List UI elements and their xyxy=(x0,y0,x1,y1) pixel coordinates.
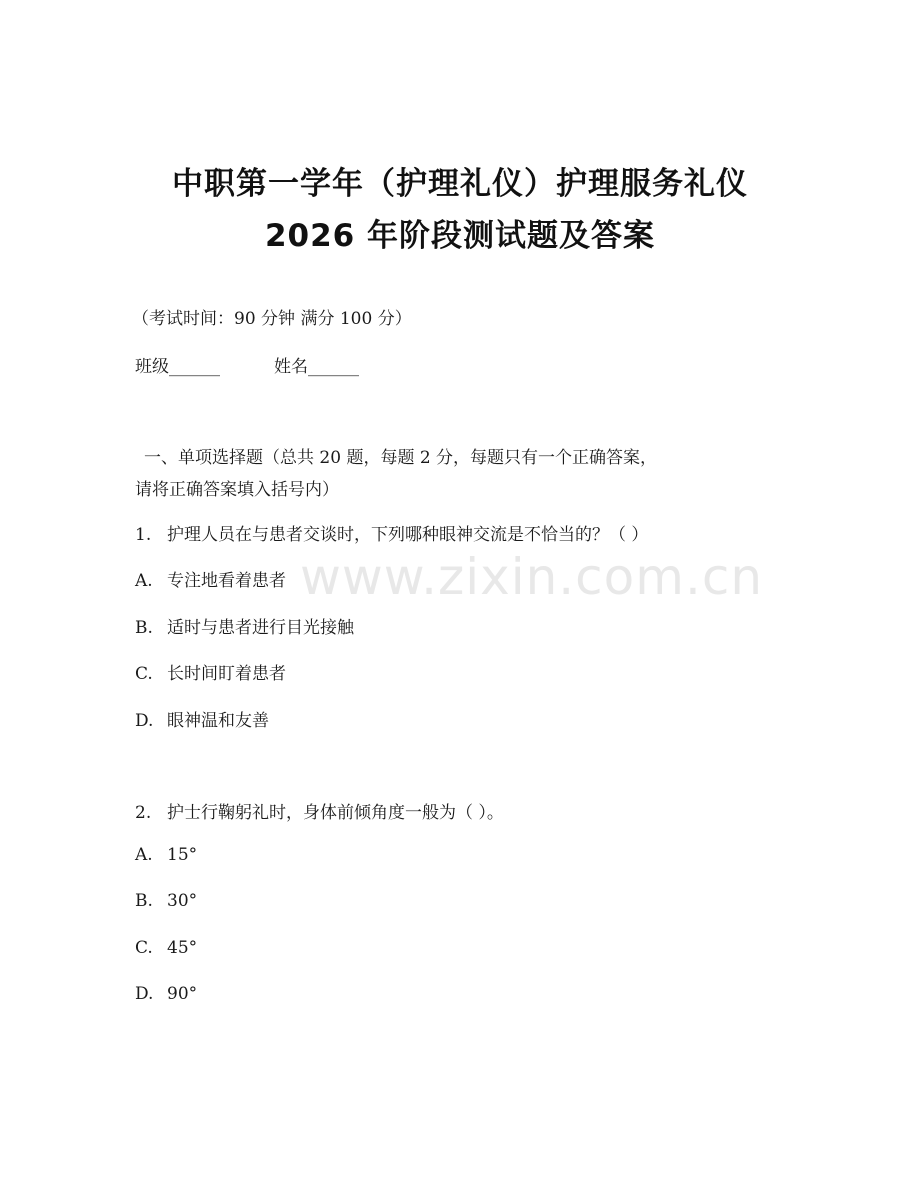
option-text: 专注地看着患者 xyxy=(167,571,286,591)
question-1-option-b xyxy=(135,613,354,638)
student-info xyxy=(135,352,359,377)
option-key: A. xyxy=(135,845,153,865)
question-text: 护理人员在与患者交谈时，下列哪种眼神交流是不恰当的？（ ） xyxy=(167,525,649,545)
section-heading-line-1: 一、单项选择题（总共 20 题，每题 2 分，每题只有一个正确答案， xyxy=(144,448,658,468)
option-text: 长时间盯着患者 xyxy=(167,664,286,684)
question-1-option-c xyxy=(135,659,286,684)
question-2-option-a xyxy=(135,845,197,865)
question-text: 护士行鞠躬礼时，身体前倾角度一般为（ ）。 xyxy=(167,803,504,823)
option-key: B. xyxy=(135,891,153,911)
option-text: 30° xyxy=(167,891,198,911)
question-number: 2. xyxy=(135,803,152,823)
name-field-label: 姓名______ xyxy=(274,357,359,377)
question-1-option-d xyxy=(135,706,269,731)
option-text: 45° xyxy=(167,938,198,958)
document-title-line-2: 2026 年阶段测试题及答案 xyxy=(264,218,656,254)
document-title-line-1: 中职第一学年（护理礼仪）护理服务礼仪 xyxy=(172,166,748,202)
question-2-option-d xyxy=(135,984,197,1004)
exam-info: （考试时间：90 分钟 满分 100 分） xyxy=(132,309,412,329)
option-text: 90° xyxy=(167,984,198,1004)
question-2 xyxy=(135,798,504,823)
option-key: C. xyxy=(135,938,153,958)
question-1 xyxy=(135,520,648,545)
class-field-label: 班级______ xyxy=(135,357,220,377)
option-key: D. xyxy=(135,711,154,731)
option-key: D. xyxy=(135,984,154,1004)
option-text: 适时与患者进行目光接触 xyxy=(167,618,354,638)
option-key: A. xyxy=(135,571,153,591)
question-number: 1. xyxy=(135,525,152,545)
section-heading-line-2: 请将正确答案填入括号内） xyxy=(135,480,339,500)
question-2-option-b xyxy=(135,891,197,911)
question-2-option-c xyxy=(135,938,197,958)
option-text: 眼神温和友善 xyxy=(167,711,269,731)
watermark: www.zixin.com.cn xyxy=(300,548,764,606)
option-text: 15° xyxy=(167,845,198,865)
question-1-option-a xyxy=(135,566,286,591)
option-key: B. xyxy=(135,618,153,638)
option-key: C. xyxy=(135,664,153,684)
